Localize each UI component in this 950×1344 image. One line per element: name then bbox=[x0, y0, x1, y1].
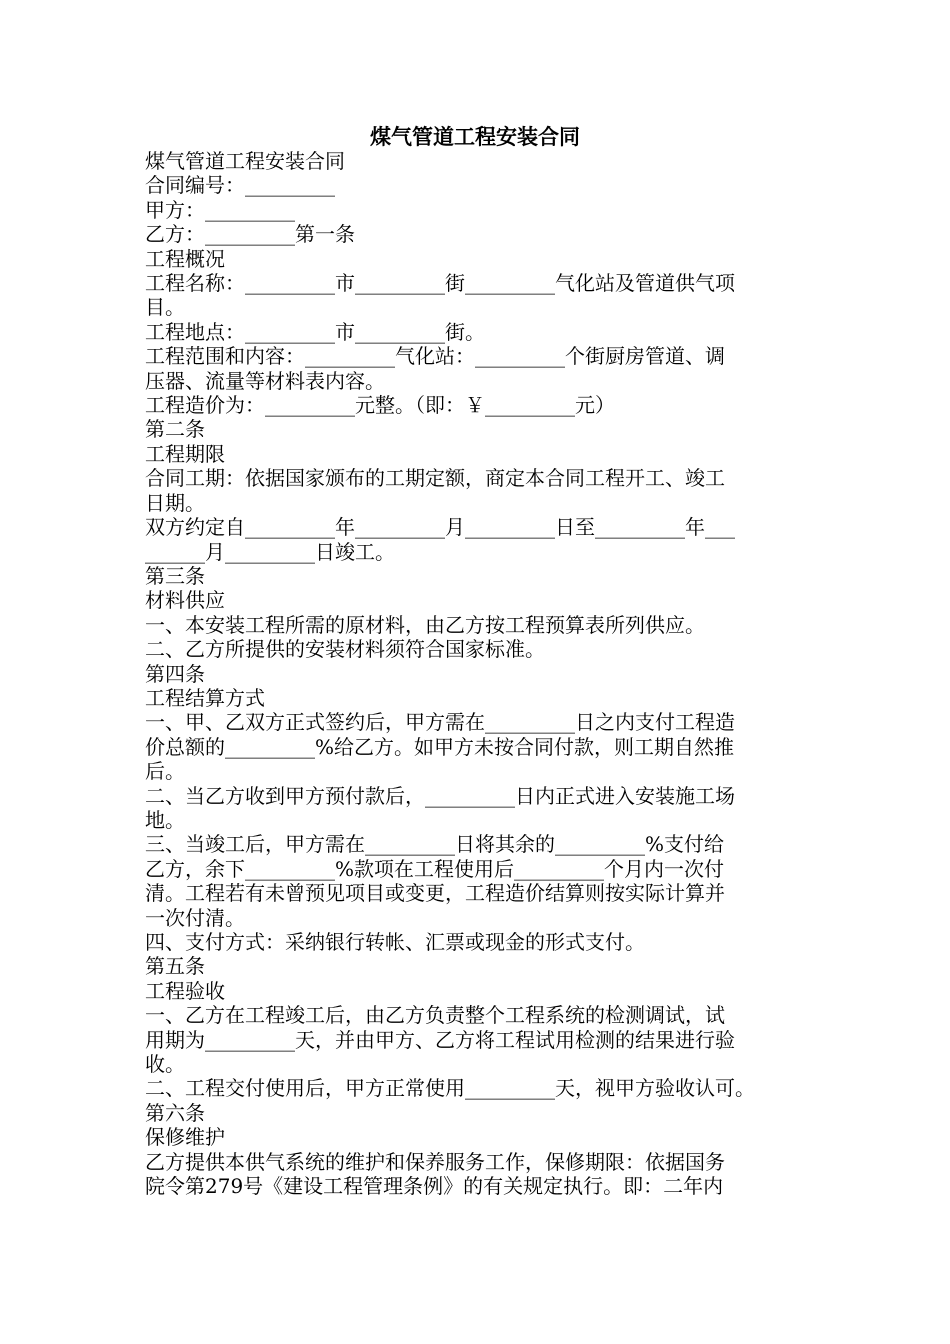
contract-line: 保修维护 bbox=[145, 1125, 225, 1150]
contract-line: 价总额的_________%给乙方。如甲方未按合同付款，则工期自然推 bbox=[145, 734, 735, 759]
document-title: 煤气管道工程安装合同 bbox=[370, 124, 580, 149]
contract-line: 材料供应 bbox=[145, 588, 225, 613]
contract-line: 第三条 bbox=[145, 563, 205, 588]
contract-line: 甲方：_________ bbox=[145, 197, 295, 222]
contract-line: 工程结算方式 bbox=[145, 685, 265, 710]
contract-line: 第六条 bbox=[145, 1100, 205, 1125]
contract-line: 四、支付方式：采纳银行转帐、汇票或现金的形式支付。 bbox=[145, 930, 645, 954]
contract-line: 用期为_________天，并由甲方、乙方将工程试用检测的结果进行验 bbox=[145, 1027, 735, 1052]
contract-line: 乙方提供本供气系统的维护和保养服务工作，保修期限：依据国务 bbox=[145, 1149, 725, 1174]
contract-line: 后。 bbox=[145, 759, 185, 784]
contract-line: 一次付清。 bbox=[145, 905, 245, 930]
contract-line: 工程名称：_________市_________街_________气化站及管道供气项 bbox=[145, 271, 735, 296]
contract-line: 收。 bbox=[145, 1052, 185, 1077]
contract-line: 工程概况 bbox=[145, 246, 225, 271]
contract-line: 双方约定自_________年_________月_________日至_________年___ bbox=[145, 515, 735, 540]
contract-line: 工程地点：_________市_________街。 bbox=[145, 319, 485, 344]
contract-line: 工程期限 bbox=[145, 441, 225, 466]
contract-line: 合同工期：依据国家颁布的工期定额，商定本合同工程开工、竣工 bbox=[145, 466, 725, 491]
contract-body bbox=[145, 149, 825, 1198]
contract-line: 第二条 bbox=[145, 417, 205, 442]
contract-line: 第五条 bbox=[145, 954, 205, 979]
contract-line: 三、当竣工后，甲方需在_________日将其余的_________%支付给 bbox=[145, 832, 725, 857]
contract-line: 一、本安装工程所需的原材料，由乙方按工程预算表所列供应。 bbox=[145, 612, 705, 637]
contract-line: 乙方，余下_________%款项在工程使用后_________个月内一次付 bbox=[145, 856, 725, 881]
contract-line: 二、工程交付使用后，甲方正常使用_________天，视甲方验收认可。 bbox=[145, 1076, 755, 1101]
contract-line: 日期。 bbox=[145, 490, 205, 515]
contract-line: ______月_________日竣工。 bbox=[145, 539, 395, 564]
contract-line: 院令第279号《建设工程管理条例》的有关规定执行。即：二年内 bbox=[145, 1174, 724, 1199]
contract-line: 工程范围和内容：_________气化站：_________个街厨房管道、调 bbox=[145, 344, 725, 369]
contract-line: 一、乙方在工程竣工后，由乙方负责整个工程系统的检测调试，试 bbox=[145, 1003, 725, 1028]
contract-line: 二、当乙方收到甲方预付款后，_________日内正式进入安装施工场 bbox=[145, 783, 735, 808]
contract-line: 第四条 bbox=[145, 661, 205, 686]
contract-line: 煤气管道工程安装合同 bbox=[145, 149, 345, 173]
contract-line: 压器、流量等材料表内容。 bbox=[145, 368, 385, 393]
contract-line: 工程验收 bbox=[145, 978, 225, 1003]
contract-line: 地。 bbox=[145, 807, 185, 832]
contract-line: 目。 bbox=[145, 295, 185, 320]
contract-line: 工程造价为：_________元整。（即：￥_________元） bbox=[145, 393, 615, 418]
contract-line: 清。工程若有未曾预见项目或变更，工程造价结算则按实际计算并 bbox=[145, 881, 725, 906]
contract-line: 合同编号：_________ bbox=[145, 173, 335, 198]
contract-line: 一、甲、乙双方正式签约后，甲方需在_________日之内支付工程造 bbox=[145, 710, 735, 735]
contract-line: 乙方：_________第一条 bbox=[145, 222, 355, 247]
contract-line: 二、乙方所提供的安装材料须符合国家标准。 bbox=[145, 637, 545, 662]
